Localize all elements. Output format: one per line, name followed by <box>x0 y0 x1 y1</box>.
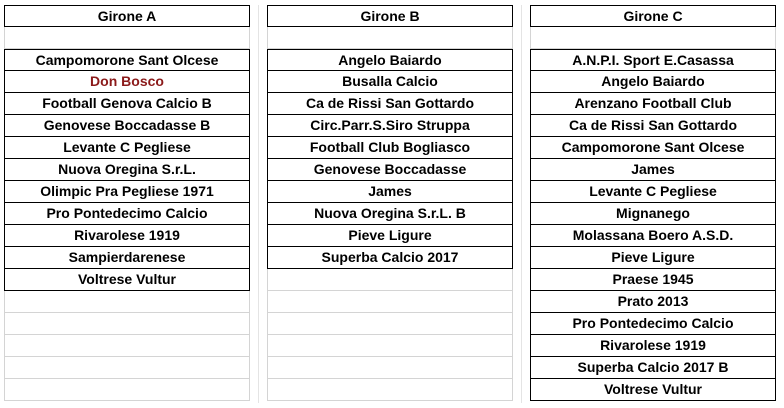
empty-cell <box>267 27 513 49</box>
team-cell: Nuova Oregina S.r.L. <box>4 159 250 181</box>
team-cell: Campomorone Sant Olcese <box>530 137 776 159</box>
team-cell: Pieve Ligure <box>267 225 513 247</box>
team-cell: Pro Pontedecimo Calcio <box>4 203 250 225</box>
empty-cell <box>267 269 513 291</box>
empty-cell <box>4 313 250 335</box>
empty-cell <box>267 291 513 313</box>
team-cell: Molassana Boero A.S.D. <box>530 225 776 247</box>
team-cell: Voltrese Vultur <box>4 269 250 291</box>
team-cell: James <box>530 159 776 181</box>
team-cell: Levante C Pegliese <box>530 181 776 203</box>
team-cell: Arenzano Football Club <box>530 93 776 115</box>
empty-cell <box>4 379 250 401</box>
grid-column-line <box>521 5 522 403</box>
group-title: Girone B <box>267 5 513 27</box>
group-title: Girone A <box>4 5 250 27</box>
grid-column-line <box>258 5 259 403</box>
team-cell: Sampierdarenese <box>4 247 250 269</box>
team-cell: Circ.Parr.S.Siro Struppa <box>267 115 513 137</box>
team-cell: Praese 1945 <box>530 269 776 291</box>
team-cell: Genovese Boccadasse <box>267 159 513 181</box>
team-cell: Voltrese Vultur <box>530 379 776 401</box>
group-column-c <box>530 5 776 401</box>
empty-cell <box>267 379 513 401</box>
empty-cell <box>267 335 513 357</box>
team-cell: Nuova Oregina S.r.L. B <box>267 203 513 225</box>
team-cell: Rivarolese 1919 <box>530 335 776 357</box>
empty-cell <box>267 357 513 379</box>
group-title: Girone C <box>530 5 776 27</box>
team-cell: Angelo Baiardo <box>267 49 513 71</box>
team-cell: Mignanego <box>530 203 776 225</box>
team-cell: A.N.P.I. Sport E.Casassa <box>530 49 776 71</box>
team-cell: Prato 2013 <box>530 291 776 313</box>
team-cell: Levante C Pegliese <box>4 137 250 159</box>
team-cell: Don Bosco <box>4 71 250 93</box>
team-cell: Football Genova Calcio B <box>4 93 250 115</box>
team-cell: Ca de Rissi San Gottardo <box>530 115 776 137</box>
empty-cell <box>267 313 513 335</box>
empty-cell <box>4 357 250 379</box>
team-cell: Ca de Rissi San Gottardo <box>267 93 513 115</box>
empty-cell <box>4 27 250 49</box>
team-cell: Pro Pontedecimo Calcio <box>530 313 776 335</box>
team-cell: Rivarolese 1919 <box>4 225 250 247</box>
group-column-a <box>4 5 250 401</box>
team-cell: Campomorone Sant Olcese <box>4 49 250 71</box>
empty-cell <box>4 335 250 357</box>
team-cell: Angelo Baiardo <box>530 71 776 93</box>
team-cell: James <box>267 181 513 203</box>
team-cell: Olimpic Pra Pegliese 1971 <box>4 181 250 203</box>
team-cell: Superba Calcio 2017 <box>267 247 513 269</box>
team-cell: Pieve Ligure <box>530 247 776 269</box>
team-cell: Superba Calcio 2017 B <box>530 357 776 379</box>
empty-cell <box>4 291 250 313</box>
empty-cell <box>530 27 776 49</box>
team-cell: Football Club Bogliasco <box>267 137 513 159</box>
team-cell: Genovese Boccadasse B <box>4 115 250 137</box>
group-column-b <box>267 5 513 401</box>
team-cell: Busalla Calcio <box>267 71 513 93</box>
